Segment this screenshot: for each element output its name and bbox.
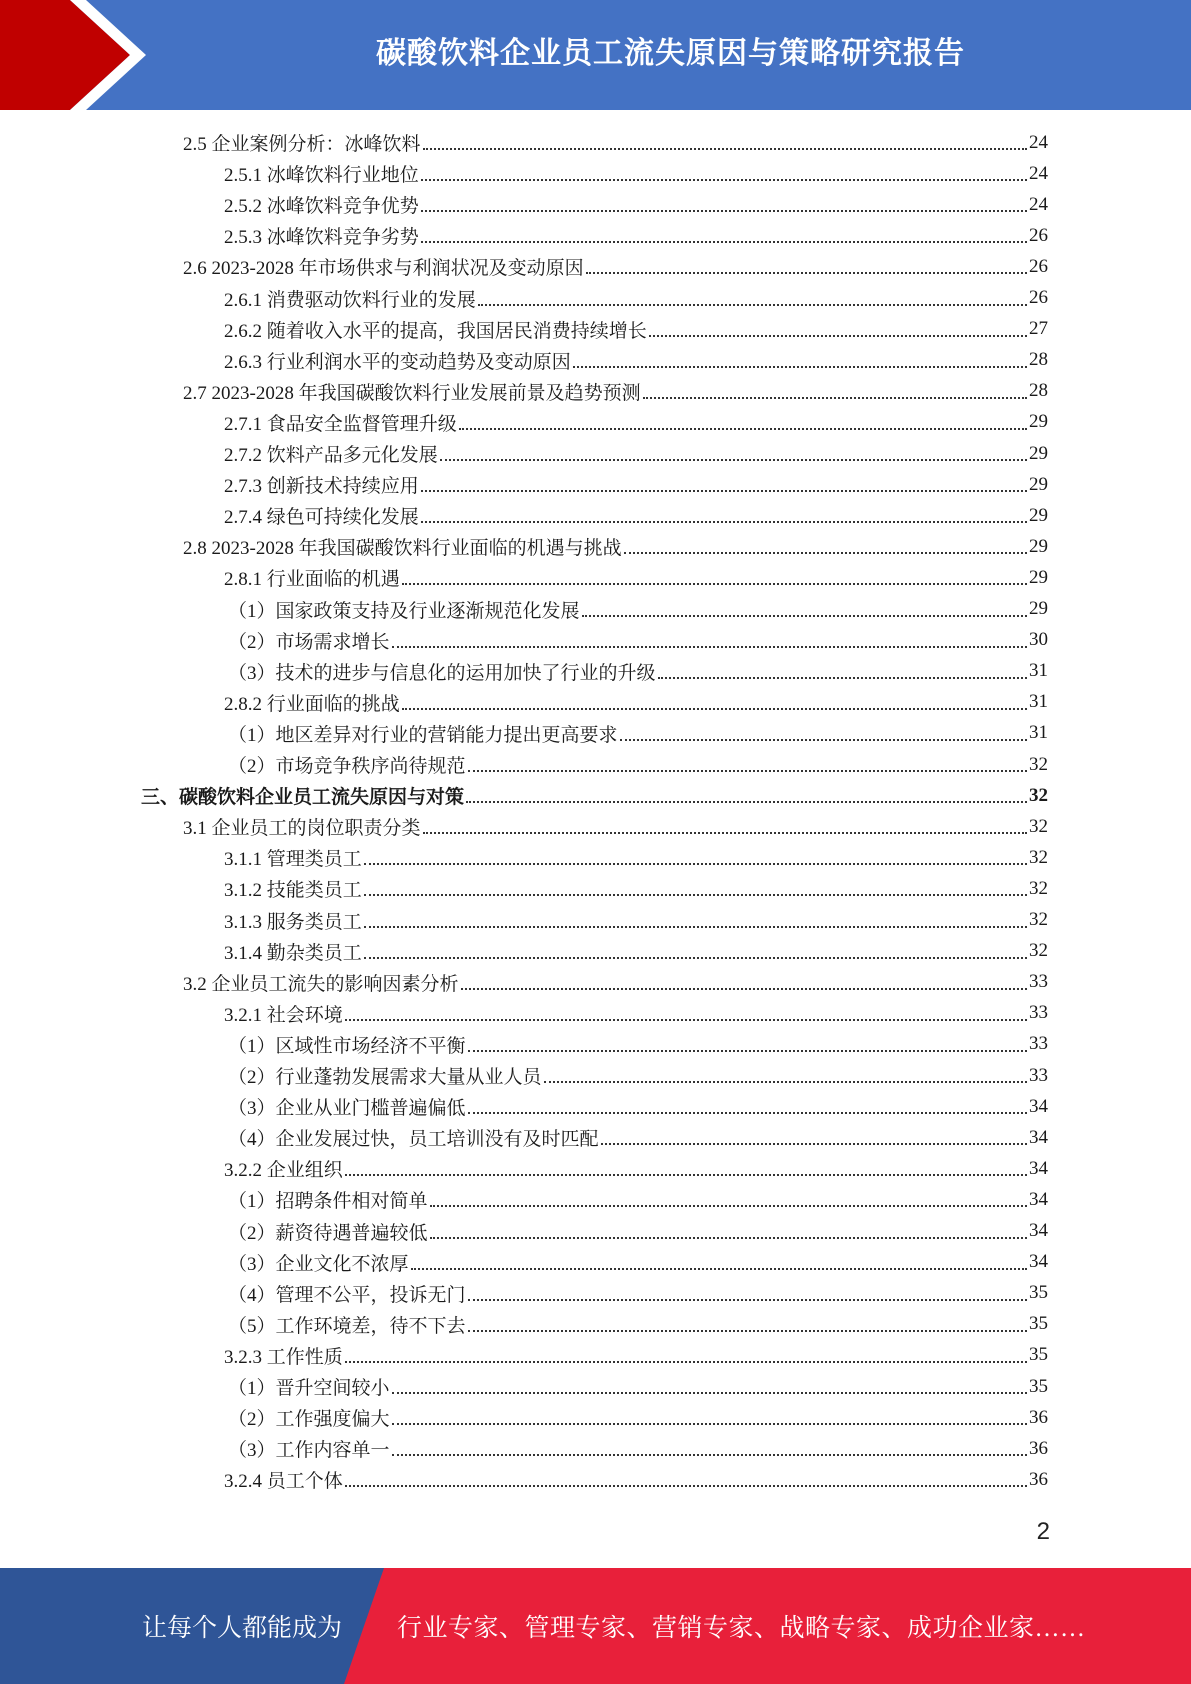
toc-entry-page: 29 bbox=[1029, 411, 1048, 433]
toc-entry-page: 36 bbox=[1029, 1437, 1048, 1459]
toc-entry-page: 26 bbox=[1029, 255, 1048, 277]
red-arrow-icon bbox=[0, 0, 160, 110]
toc-entry[interactable] bbox=[224, 500, 1048, 531]
toc-entry-title: （1）招聘条件相对简单 bbox=[228, 1191, 428, 1213]
toc-entry-title: 2.5.1 冰峰饮料行业地位 bbox=[224, 165, 419, 187]
toc-entry-page: 34 bbox=[1029, 1126, 1048, 1148]
toc-entry-title: （4）管理不公平，投诉无门 bbox=[228, 1284, 466, 1306]
toc-entry-title: 2.7.1 食品安全监督管理升级 bbox=[224, 413, 457, 435]
toc-entry[interactable] bbox=[224, 438, 1048, 469]
toc-dot-leader bbox=[392, 1453, 1027, 1456]
toc-dot-leader bbox=[421, 520, 1027, 523]
toc-entry[interactable] bbox=[228, 1278, 1048, 1309]
toc-entry-page: 34 bbox=[1029, 1251, 1048, 1273]
toc-entry-title: （1）地区差异对行业的营销能力提出更高要求 bbox=[228, 724, 618, 746]
toc-entry-page: 32 bbox=[1029, 877, 1048, 899]
page-header bbox=[0, 0, 1191, 110]
toc-dot-leader bbox=[586, 271, 1027, 274]
toc-dot-leader bbox=[364, 956, 1027, 959]
toc-entry-title: （3）企业文化不浓厚 bbox=[228, 1253, 409, 1275]
page-number: 2 bbox=[1036, 1518, 1050, 1545]
toc-entry-title: 2.6.3 行业利润水平的变动趋势及变动原因 bbox=[224, 351, 571, 373]
toc-entry-page: 33 bbox=[1029, 1064, 1048, 1086]
toc-entry[interactable] bbox=[224, 936, 1048, 967]
toc-entry-page: 34 bbox=[1029, 1188, 1048, 1210]
toc-entry[interactable] bbox=[183, 251, 1048, 282]
toc-entry[interactable] bbox=[224, 220, 1048, 251]
toc-entry-title: （2）薪资待遇普遍较低 bbox=[228, 1222, 428, 1244]
toc-entry[interactable] bbox=[228, 1371, 1048, 1402]
toc-entry[interactable] bbox=[228, 718, 1048, 749]
toc-dot-leader bbox=[345, 1173, 1027, 1176]
page-footer bbox=[0, 1568, 1191, 1684]
toc-entry[interactable] bbox=[224, 1464, 1048, 1495]
toc-entry[interactable] bbox=[228, 656, 1048, 687]
toc-dot-leader bbox=[544, 1080, 1027, 1083]
toc-dot-leader bbox=[601, 1142, 1027, 1145]
toc-dot-leader bbox=[345, 1018, 1027, 1021]
toc-dot-leader bbox=[411, 1267, 1027, 1270]
toc-entry[interactable] bbox=[183, 811, 1048, 842]
toc-entry-page: 29 bbox=[1029, 598, 1048, 619]
toc-entry-page: 36 bbox=[1029, 1406, 1048, 1428]
toc-entry-title: （1）晋升空间较小 bbox=[228, 1378, 390, 1399]
toc-dot-leader bbox=[468, 1049, 1027, 1052]
toc-dot-leader bbox=[459, 427, 1027, 430]
toc-dot-leader bbox=[421, 209, 1027, 212]
toc-entry-title: 2.8 2023-2028 年我国碳酸饮料行业面临的机遇与挑战 bbox=[183, 538, 622, 560]
toc-entry-page: 32 bbox=[1029, 940, 1048, 962]
toc-entry-title: 2.8.2 行业面临的挑战 bbox=[224, 693, 400, 715]
toc-dot-leader bbox=[423, 831, 1027, 834]
toc-entry-page: 29 bbox=[1029, 566, 1048, 588]
toc-entry-title: 3.1.3 服务类员工 bbox=[224, 911, 362, 933]
toc-entry[interactable] bbox=[228, 1122, 1048, 1153]
footer-slogan-left: 让每个人都能成为 bbox=[142, 1615, 343, 1642]
toc-entry[interactable] bbox=[141, 780, 1048, 811]
toc-dot-leader bbox=[402, 582, 1027, 585]
toc-dot-leader bbox=[466, 800, 1027, 803]
toc-entry[interactable] bbox=[228, 749, 1048, 780]
toc-entry[interactable] bbox=[183, 127, 1048, 158]
toc-entry[interactable] bbox=[183, 376, 1048, 407]
toc-entry-page: 34 bbox=[1029, 1220, 1048, 1241]
toc-entry-page: 32 bbox=[1029, 815, 1048, 837]
toc-dot-leader bbox=[392, 1422, 1027, 1425]
toc-entry-page: 29 bbox=[1029, 473, 1048, 495]
toc-entry-page: 34 bbox=[1029, 1157, 1048, 1179]
toc-dot-leader bbox=[392, 1391, 1027, 1394]
toc-entry-title: （5）工作环境差，待不下去 bbox=[228, 1315, 466, 1337]
toc-entry[interactable] bbox=[224, 998, 1048, 1029]
toc-entry[interactable] bbox=[183, 967, 1048, 998]
toc-entry[interactable] bbox=[228, 1060, 1048, 1091]
toc-entry-page: 33 bbox=[1029, 971, 1048, 993]
toc-entry-page: 32 bbox=[1029, 846, 1048, 868]
toc-entry-title: （2）行业蓬勃发展需求大量从业人员 bbox=[228, 1067, 542, 1088]
toc-dot-leader bbox=[620, 738, 1027, 741]
toc-entry-page: 24 bbox=[1029, 131, 1048, 153]
toc-dot-leader bbox=[440, 458, 1027, 461]
toc-entry-page: 35 bbox=[1029, 1344, 1048, 1366]
toc-dot-leader bbox=[468, 1329, 1027, 1332]
toc-entry[interactable] bbox=[228, 1216, 1048, 1247]
toc-entry-title: 三、碳酸饮料企业员工流失原因与对策 bbox=[141, 787, 465, 809]
toc-entry-page: 29 bbox=[1029, 504, 1048, 526]
toc-entry-title: （3）技术的进步与信息化的运用加快了行业的升级 bbox=[228, 662, 656, 684]
toc-dot-leader bbox=[345, 1484, 1027, 1487]
toc-entry-page: 26 bbox=[1029, 287, 1048, 308]
toc-entry-title: （2）市场需求增长 bbox=[228, 631, 390, 653]
toc-entry-title: 2.7.3 创新技术持续应用 bbox=[224, 476, 419, 498]
toc-entry-page: 35 bbox=[1029, 1375, 1048, 1397]
toc-entry[interactable] bbox=[228, 625, 1048, 656]
toc-entry-title: （2）市场竞争秩序尚待规范 bbox=[228, 756, 466, 777]
toc-entry-title: 3.2.4 员工个体 bbox=[224, 1471, 343, 1493]
toc-entry-page: 30 bbox=[1029, 629, 1048, 651]
toc-entry[interactable] bbox=[224, 905, 1048, 936]
toc-entry-page: 26 bbox=[1029, 224, 1048, 246]
toc-dot-leader bbox=[423, 147, 1027, 150]
toc-entry-title: 2.7.2 饮料产品多元化发展 bbox=[224, 445, 438, 466]
toc-entry[interactable] bbox=[224, 189, 1048, 220]
toc-entry-page: 32 bbox=[1029, 909, 1048, 930]
toc-dot-leader bbox=[392, 645, 1027, 648]
footer-slogan-right: 行业专家、管理专家、营销专家、战略专家、成功企业家…… bbox=[397, 1615, 1086, 1642]
toc-dot-leader bbox=[364, 925, 1027, 928]
toc-dot-leader bbox=[461, 987, 1027, 990]
toc-entry-title: 3.2 企业员工流失的影响因素分析 bbox=[183, 973, 459, 995]
toc-entry-page: 28 bbox=[1029, 380, 1048, 402]
arrow-red-shape bbox=[0, 0, 130, 110]
toc-entry-page: 35 bbox=[1029, 1282, 1048, 1304]
toc-entry-title: 2.8.1 行业面临的机遇 bbox=[224, 569, 400, 591]
toc-entry[interactable] bbox=[224, 562, 1048, 593]
toc-entry-title: 3.1 企业员工的岗位职责分类 bbox=[183, 818, 421, 840]
toc-entry-page: 24 bbox=[1029, 193, 1048, 215]
toc-dot-leader bbox=[430, 1236, 1027, 1239]
toc-entry-title: 3.1.4 勤杂类员工 bbox=[224, 942, 362, 964]
toc-entry-title: 2.7 2023-2028 年我国碳酸饮料行业发展前景及趋势预测 bbox=[183, 382, 641, 404]
toc-entry-title: 3.2.1 社会环境 bbox=[224, 1004, 343, 1026]
toc-dot-leader bbox=[364, 862, 1027, 865]
toc-entry[interactable] bbox=[224, 873, 1048, 904]
toc-dot-leader bbox=[345, 1360, 1027, 1363]
toc-entry[interactable] bbox=[224, 842, 1048, 873]
toc-entry[interactable] bbox=[228, 1433, 1048, 1464]
toc-entry-title: 3.2.2 企业组织 bbox=[224, 1160, 343, 1182]
toc-entry[interactable] bbox=[228, 1091, 1048, 1122]
toc-entry[interactable] bbox=[228, 1029, 1048, 1060]
toc-entry[interactable] bbox=[224, 407, 1048, 438]
toc-dot-leader bbox=[643, 396, 1027, 399]
toc-entry-title: （3）工作内容单一 bbox=[228, 1440, 390, 1462]
toc-entry-title: 2.6.2 随着收入水平的提高，我国居民消费持续增长 bbox=[224, 320, 647, 342]
toc-dot-leader bbox=[421, 240, 1027, 243]
toc-entry-title: 3.1.2 技能类员工 bbox=[224, 880, 362, 902]
toc-entry-page: 32 bbox=[1029, 784, 1048, 806]
toc-entry-title: 2.6 2023-2028 年市场供求与利润状况及变动原因 bbox=[183, 258, 584, 280]
toc-entry[interactable] bbox=[224, 687, 1048, 718]
toc-entry-title: （1）区域性市场经济不平衡 bbox=[228, 1035, 466, 1057]
toc-dot-leader bbox=[624, 551, 1027, 554]
toc-dot-leader bbox=[468, 1298, 1027, 1301]
toc-entry[interactable] bbox=[224, 469, 1048, 500]
toc-entry[interactable] bbox=[228, 1184, 1048, 1215]
toc-dot-leader bbox=[468, 769, 1027, 772]
toc-entry-title: 2.5.2 冰峰饮料竞争优势 bbox=[224, 196, 419, 218]
toc-entry-page: 28 bbox=[1029, 349, 1048, 371]
toc-entry-page: 33 bbox=[1029, 1033, 1048, 1055]
toc-dot-leader bbox=[478, 303, 1027, 306]
toc-entry-page: 34 bbox=[1029, 1095, 1048, 1117]
toc-entry-title: 2.7.4 绿色可持续化发展 bbox=[224, 507, 419, 529]
toc-entry-title: （1）国家政策支持及行业逐渐规范化发展 bbox=[228, 600, 580, 622]
toc-entry-title: （4）企业发展过快，员工培训没有及时匹配 bbox=[228, 1129, 599, 1151]
toc-dot-leader bbox=[402, 707, 1027, 710]
toc-dot-leader bbox=[658, 676, 1027, 679]
toc-entry[interactable] bbox=[228, 1309, 1048, 1340]
toc-entry-page: 31 bbox=[1029, 722, 1048, 744]
toc-entry[interactable] bbox=[224, 345, 1048, 376]
toc-dot-leader bbox=[421, 178, 1027, 181]
toc-entry-title: 2.5 企业案例分析：冰峰饮料 bbox=[183, 134, 421, 155]
toc-entry-page: 32 bbox=[1029, 753, 1048, 775]
toc-entry[interactable] bbox=[224, 158, 1048, 189]
toc-entry[interactable] bbox=[224, 314, 1048, 345]
toc-entry-page: 24 bbox=[1029, 162, 1048, 184]
toc-entry-page: 27 bbox=[1029, 318, 1048, 340]
toc-entry[interactable] bbox=[224, 283, 1048, 314]
toc-entry[interactable] bbox=[228, 594, 1048, 625]
toc-dot-leader bbox=[649, 334, 1027, 337]
toc-entry-page: 31 bbox=[1029, 691, 1048, 713]
toc-dot-leader bbox=[364, 893, 1027, 896]
toc-dot-leader bbox=[468, 1111, 1027, 1114]
toc-entry-page: 29 bbox=[1029, 535, 1048, 557]
toc-entry-title: （2）工作强度偏大 bbox=[228, 1409, 390, 1431]
toc-entry[interactable] bbox=[228, 1247, 1048, 1278]
toc-dot-leader bbox=[430, 1204, 1027, 1207]
toc-entry[interactable] bbox=[228, 1402, 1048, 1433]
toc-entry-page: 36 bbox=[1029, 1468, 1048, 1490]
toc-entry-title: 2.6.1 消费驱动饮料行业的发展 bbox=[224, 289, 476, 311]
toc-entry[interactable] bbox=[224, 1340, 1048, 1371]
toc-entry-page: 29 bbox=[1029, 442, 1048, 464]
toc-entry-page: 31 bbox=[1029, 660, 1048, 682]
toc-entry-title: 2.5.3 冰峰饮料竞争劣势 bbox=[224, 227, 419, 249]
report-title: 碳酸饮料企业员工流失原因与策略研究报告 bbox=[376, 36, 965, 71]
toc-entry-title: 3.1.1 管理类员工 bbox=[224, 849, 362, 871]
toc-entry-page: 35 bbox=[1029, 1313, 1048, 1335]
toc-dot-leader bbox=[573, 365, 1027, 368]
toc-entry[interactable] bbox=[183, 531, 1048, 562]
toc-entry-page: 33 bbox=[1029, 1002, 1048, 1024]
toc-entry-title: （3）企业从业门槛普遍偏低 bbox=[228, 1098, 466, 1120]
toc-entry[interactable] bbox=[224, 1153, 1048, 1184]
toc-dot-leader bbox=[421, 489, 1027, 492]
toc-entry-title: 3.2.3 工作性质 bbox=[224, 1346, 343, 1368]
toc-dot-leader bbox=[582, 614, 1027, 617]
